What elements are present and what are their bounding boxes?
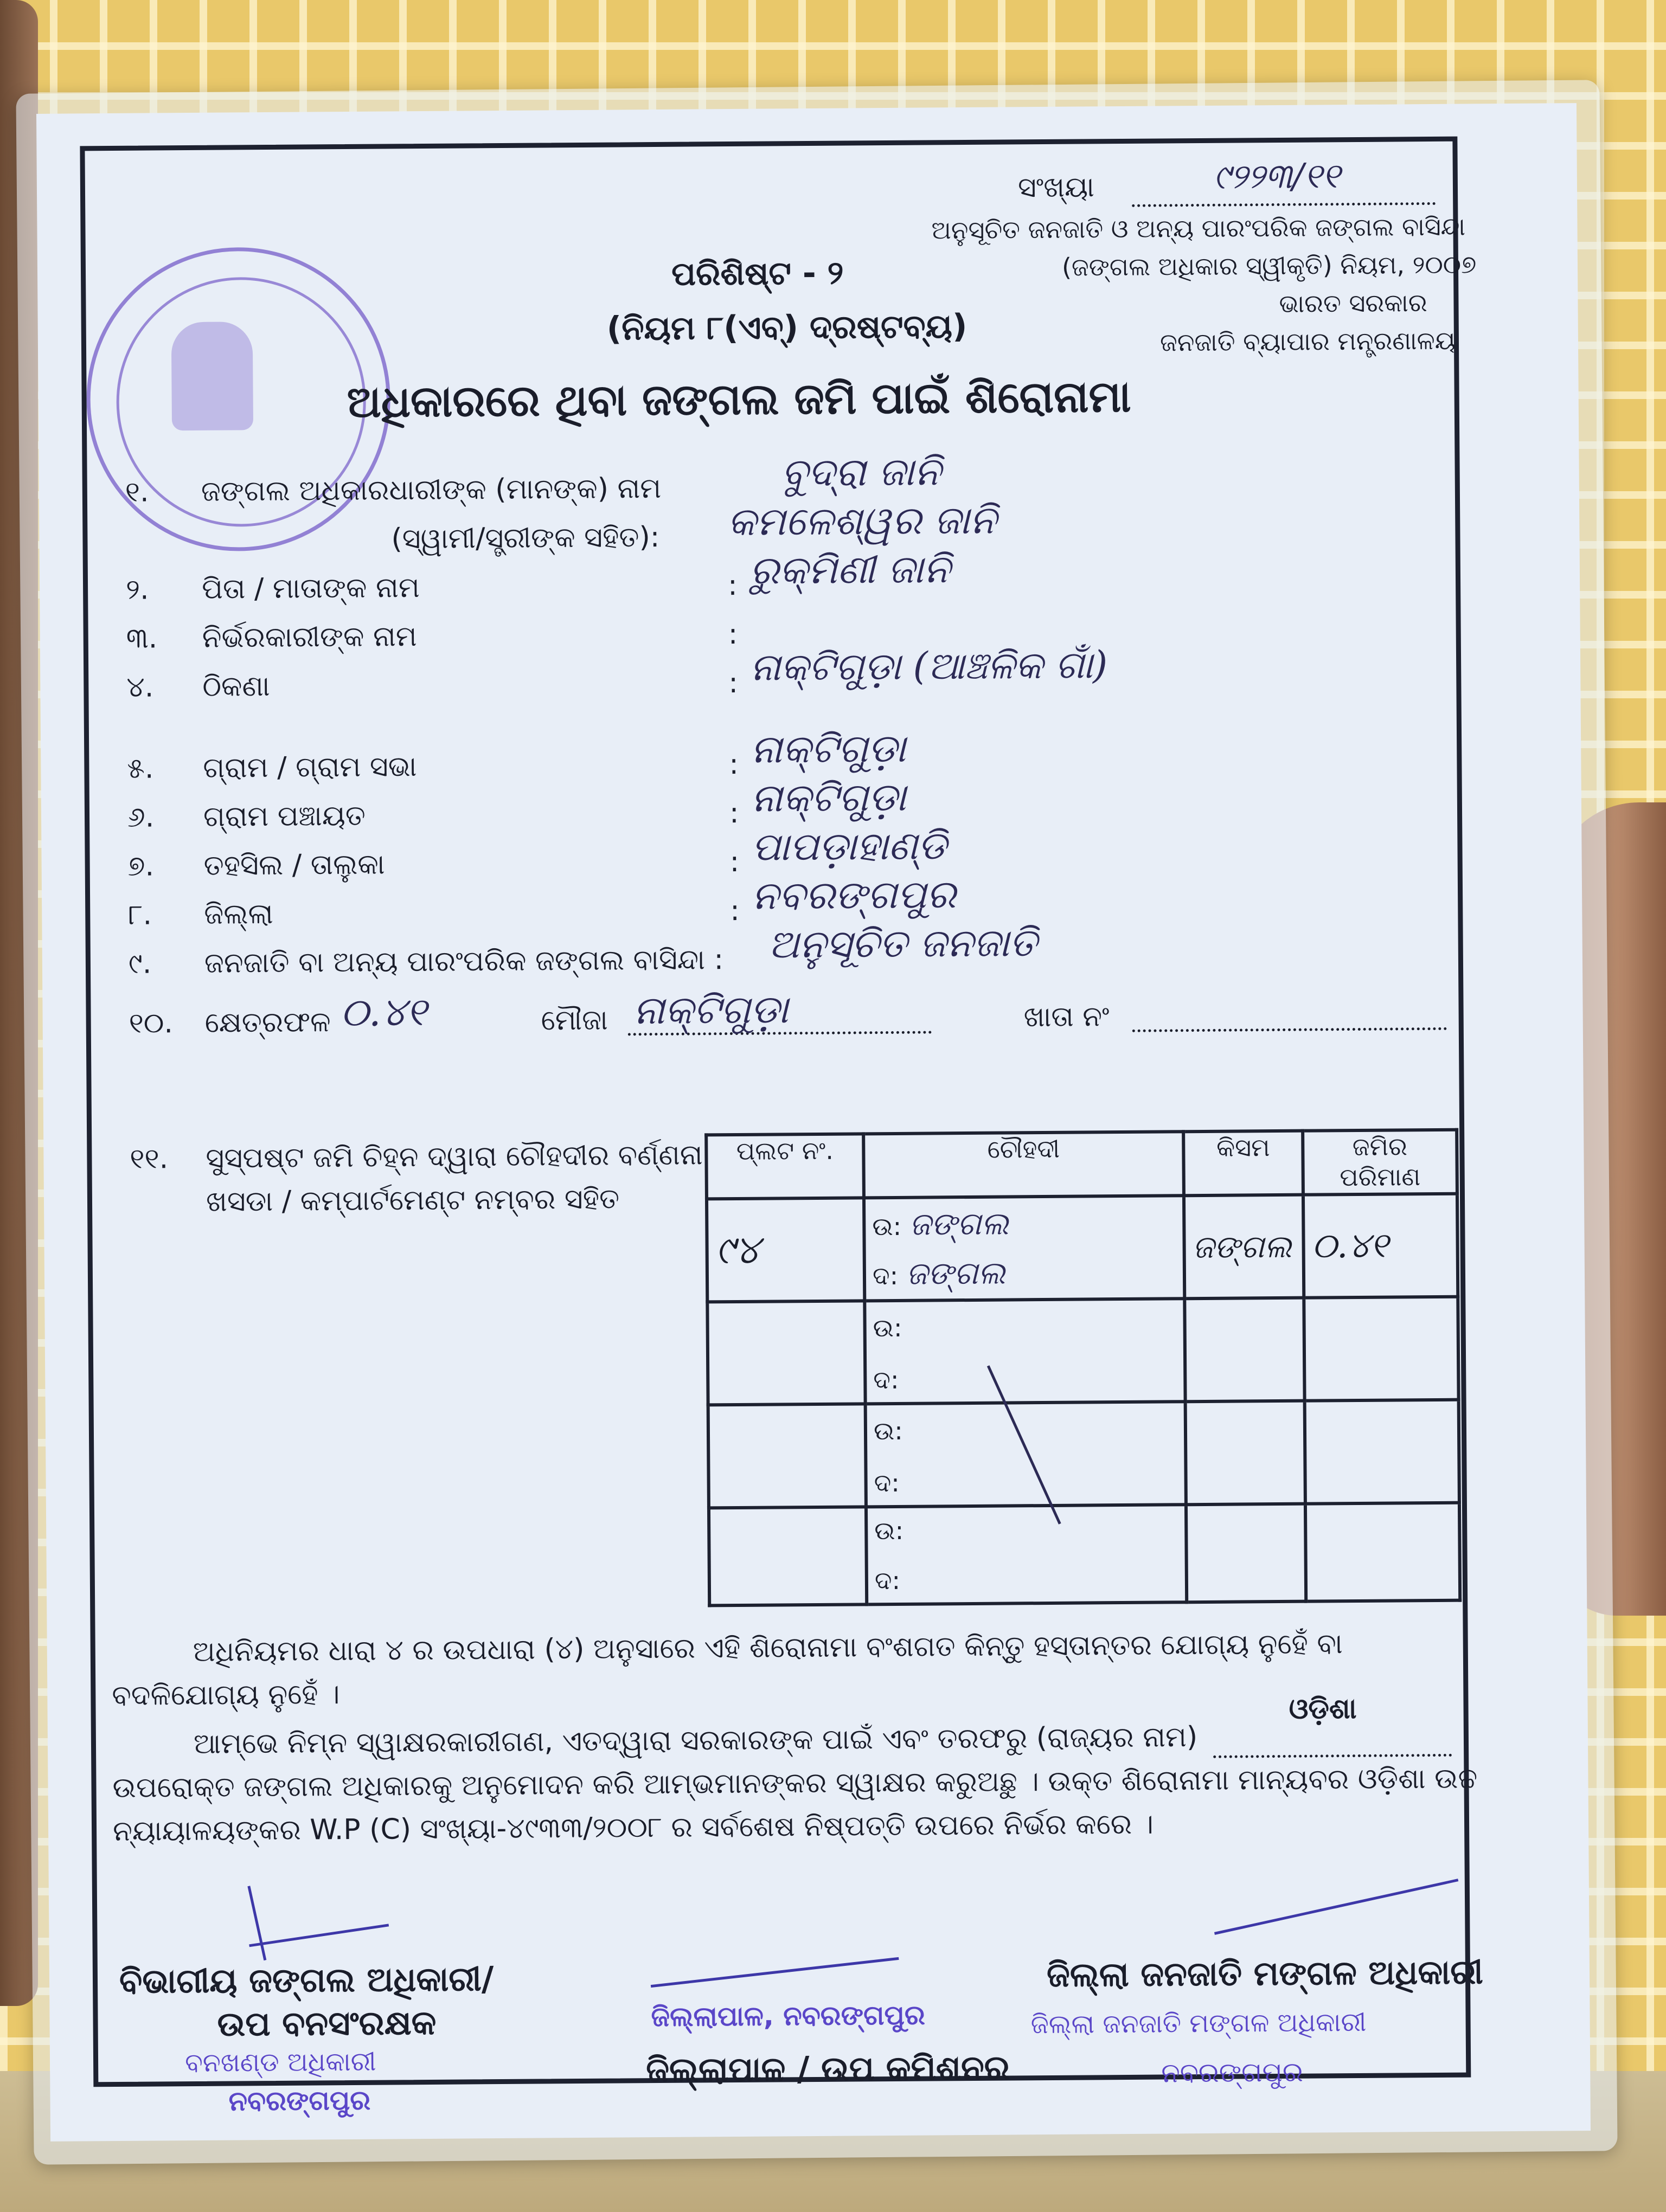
field-4-label: ଠିକଣା — [202, 670, 270, 703]
field-9-value: ଅନୁସୂଚିତ ଜନଜାତି — [768, 919, 1037, 967]
north-label: ଉ: — [872, 1211, 902, 1242]
amount-cell — [1305, 1400, 1459, 1504]
khata-label: ଖାତା ନଂ — [1023, 1000, 1110, 1034]
table-row — [708, 1400, 1459, 1508]
kisam-cell — [1186, 1504, 1306, 1603]
col-plot: ପ୍ଲଟ ନଂ. — [706, 1134, 864, 1199]
field-3-colon: : — [728, 618, 738, 651]
declaration-line-4: ଉପରୋକ୍ତ ଜଙ୍ଗଲ ଅଧିକାରକୁ ଅନୁମୋଦନ କରି ଆମ୍ଭମାନଙ୍କର ସ୍ୱାକ୍ଷର କରୁଅଛୁ । ଉକ୍ତ ଶିରୋନାମା ମାନ୍ୟବର ଓଡ଼ିଶା ଉଚ୍ଚ — [112, 1762, 1478, 1805]
field-1b-value: କମଳେଶ୍ୱର ଜାନି — [727, 497, 997, 545]
signature-center — [651, 1957, 899, 1988]
signature-left-stroke — [247, 1886, 266, 1960]
north-value: ଜଙ୍ଗଲ — [909, 1205, 1009, 1243]
field-1-value: ବୁଦ୍ରା ଜାନି — [781, 448, 941, 496]
field-8-colon: : — [730, 894, 740, 928]
field-6-num: ୬. — [127, 801, 155, 834]
khata-line — [1132, 1004, 1447, 1032]
boundary-label-1: ସୁସ୍ପଷ୍ଟ ଜମି ଚିହ୍ନ ଦ୍ୱାରା ଚୌହଦୀର ବର୍ଣ୍ଣନା — [206, 1139, 703, 1175]
left-stamp-2: ନବରଙ୍ଗପୁର — [228, 2084, 371, 2117]
title-document — [36, 103, 1591, 2142]
south-label: ଦ: — [873, 1365, 899, 1395]
field-2-colon: : — [727, 569, 738, 602]
field-1-num: ୧. — [125, 475, 149, 509]
left-signatory-2: ଉପ ବନସଂରକ୍ଷକ — [217, 2002, 437, 2044]
field-3-label: ନିର୍ଭରକାରୀଙ୍କ ନାମ — [202, 620, 417, 654]
south-label: ଦ: — [874, 1468, 900, 1498]
plot-cell — [709, 1507, 867, 1605]
signature-right — [1214, 1879, 1458, 1935]
plot-cell — [707, 1301, 865, 1405]
field-7-label: ତହସିଲ / ତାଲୁକା — [203, 848, 385, 882]
right-stamp-2: ନବରଙ୍ଗପୁର — [1161, 2056, 1304, 2089]
declaration-line-3: ଆମ୍ଭେ ନିମ୍ନ ସ୍ୱାକ୍ଷରକାରୀଗଣ, ଏତଦ୍ୱାରା ସରକାରଙ୍କ ପାଇଁ ଏବଂ ତରଫରୁ (ରାଜ୍ୟର ନାମ) — [193, 1721, 1198, 1761]
south-value: ଜଙ୍ଗଲ — [906, 1254, 1006, 1292]
right-signatory: ଜିଲ୍ଲା ଜନଜାତି ମଙ୍ଗଳ ଅଧିକାରୀ — [1046, 1952, 1484, 1995]
boundary-table — [704, 1128, 1462, 1607]
field-8-value: ନବରଙ୍ଗପୁର — [751, 871, 957, 918]
field-4-colon: : — [728, 666, 739, 700]
south-label: ଦ: — [872, 1261, 899, 1291]
field-5-num: ୫. — [127, 752, 154, 785]
center-stamp: ଜିଲ୍ଲାପାଳ, ନବରଙ୍ଗପୁର — [651, 1999, 926, 2033]
boundary-cell — [866, 1504, 1187, 1604]
field-2-num: ୨. — [125, 573, 149, 606]
mouza-value: ନାକ୍‌ଟିଗୁଡ଼ା — [633, 986, 789, 1033]
state-value: ଓଡ଼ିଶା — [1289, 1693, 1357, 1726]
field-3-num: ୩. — [126, 622, 158, 655]
field-9-num: ୯. — [128, 947, 152, 980]
table-row — [709, 1503, 1460, 1606]
ministry-label: ଜନଜାତି ବ୍ୟାପାର ମନ୍ତ୍ରଣାଳୟ — [1159, 325, 1456, 357]
left-signatory-1: ବିଭାଗୀୟ ଜଙ୍ଗଲ ଅଧିକାରୀ/ — [119, 1959, 494, 2001]
field-2-value: ରୁକ୍ମିଣୀ ଜାନି — [749, 546, 951, 593]
amount-cell — [1304, 1297, 1458, 1401]
kisam-cell — [1186, 1401, 1305, 1505]
mouza-label: ମୌଜା — [541, 1004, 608, 1037]
field-5-label: ଗ୍ରାମ / ଗ୍ରାମ ସଭା — [203, 750, 417, 785]
kisam-cell — [1184, 1298, 1304, 1402]
field-10-num: ୧୦. — [129, 1007, 174, 1040]
area-value: ୦.୪୧ — [340, 988, 427, 1036]
serial-value: ୯୨୨୩/୧୧ — [1213, 156, 1341, 197]
declaration-line-2: ବଦଳିଯୋଗ୍ୟ ନୁହେଁ । — [112, 1678, 340, 1713]
boundary-cell — [866, 1401, 1186, 1507]
field-7-value: ପାପଡ଼ାହାଣ୍ଡି — [751, 822, 947, 870]
annex-label: ପରିଶିଷ୍ଟ - ୨ — [671, 254, 844, 293]
boundary-label-2: ଖସଡା / କମ୍ପାର୍ଟମେଣ୍ଟ ନମ୍ବର ସହିତ — [206, 1182, 620, 1218]
north-label: ଉ: — [874, 1515, 904, 1546]
kisam-cell: ଜଙ୍ଗଲ — [1184, 1195, 1304, 1299]
field-6-label: ଗ୍ରାମ ପଞ୍ଚାୟତ — [203, 799, 366, 833]
col-amount: ଜମିର ପରିମାଣ — [1303, 1130, 1457, 1195]
left-stamp-1: ବନଖଣ୍ଡ ଅଧିକାରୀ — [184, 2046, 376, 2079]
amount-cell — [1305, 1503, 1460, 1602]
field-1b-label: (ସ୍ୱାମୀ/ସ୍ତ୍ରୀଙ୍କ ସହିତ): — [391, 520, 660, 556]
state-line — [1213, 1730, 1452, 1758]
govt-label: ଭାରତ ସରକାର — [1279, 288, 1427, 318]
document-border — [80, 137, 1484, 2117]
south-label: ଦ: — [874, 1565, 901, 1596]
field-6-value: ନାକ୍‌ଟିଗୁଡ଼ା — [751, 774, 907, 821]
field-11-num: ୧୧. — [130, 1142, 169, 1175]
table-row — [707, 1194, 1458, 1302]
amount-cell: ୦.୪୧ — [1303, 1194, 1458, 1298]
boundary-cell — [864, 1195, 1184, 1301]
field-8-label: ଜିଲ୍ଲା — [204, 897, 273, 931]
page-title: ଅଧିକାରରେ ଥିବା ଜଙ୍ଗଲ ଜମି ପାଇଁ ଶିରୋନାମା — [347, 371, 1131, 427]
plot-cell: ୯୪ — [707, 1198, 864, 1302]
emblem-icon — [171, 321, 253, 430]
boundary-cell — [864, 1298, 1185, 1404]
center-signatory: ଜିଲ୍ଲାପାଳ / ଉପ କମିଶନର — [645, 2047, 1010, 2090]
signature-left — [249, 1924, 389, 1947]
field-7-colon: : — [729, 845, 740, 879]
declaration-line-1: ଅଧିନିୟମର ଧାରା ୪ ର ଉପଧାରା (୪) ଅନୁସାରେ ଏହି ଶିରୋନାମା ବଂଶଗତ କିନ୍ତୁ ହସ୍ତାନ୍ତର ଯୋଗ୍ୟ ନୁହେଁ ବା — [193, 1628, 1343, 1669]
rule-label: (ନିୟମ ୮(ଏବ୍) ଦ୍ରଷ୍ଟବ୍ୟ) — [606, 307, 967, 348]
col-boundary: ଚୌହଦୀ — [863, 1131, 1184, 1198]
north-label: ଉ: — [873, 1416, 903, 1446]
col-kisam: କିସମ — [1183, 1131, 1303, 1196]
field-5-colon: : — [729, 748, 739, 781]
field-7-num: ୭. — [127, 850, 155, 883]
declaration-line-5: ନ୍ୟାୟାଳୟଙ୍କର W.P (C) ସଂଖ୍ୟା-୪୯୩୩/୨୦୦୮ ର ସର୍ବଶେଷ ନିଷ୍ପତ୍ତି ଉପରେ ନିର୍ଭର କରେ । — [112, 1808, 1154, 1848]
field-4-num: ୪. — [126, 671, 154, 704]
area-label: କ୍ଷେତ୍ରଫଳ — [204, 1006, 331, 1039]
field-9-label: ଜନଜାତି ବା ଅନ୍ୟ ପାରଂପରିକ ଜଙ୍ଗଲ ବାସିନ୍ଦା : — [204, 943, 724, 980]
field-4-value: ନାକ୍‌ଟିଗୁଡ଼ା (ଆଞ୍ଚଳିକ ଗାଁ) — [749, 642, 1108, 690]
act-line-2: (ଜଙ୍ଗଲ ଅଧିକାର ସ୍ୱୀକୃତି) ନିୟମ, ୨୦୦୭ — [1061, 249, 1477, 282]
field-8-num: ୮. — [128, 898, 152, 931]
field-5-value: ନାକ୍‌ଟିଗୁଡ଼ା — [750, 725, 906, 772]
field-6-colon: : — [729, 796, 739, 830]
right-stamp-1: ଜିଲ୍ଲା ଜନଜାତି ମଙ୍ଗଳ ଅଧିକାରୀ — [1030, 2007, 1367, 2040]
serial-label: ସଂଖ୍ୟା — [1017, 171, 1095, 204]
field-1-label: ଜଙ୍ଗଲ ଅଧିକାରଧାରୀଙ୍କ (ମାନଙ୍କ) ନାମ — [201, 472, 662, 508]
table-row — [707, 1297, 1458, 1405]
act-line-1: ଅନୁସୂଚିତ ଜନଜାତି ଓ ଅନ୍ୟ ପାରଂପରିକ ଜଙ୍ଗଲ ବାସିନ୍ଦା — [931, 211, 1466, 245]
north-label: ଉ: — [873, 1313, 902, 1343]
field-2-label: ପିତା / ମାତାଙ୍କ ନାମ — [201, 571, 420, 606]
table-header-row — [706, 1130, 1457, 1199]
plot-cell — [708, 1404, 866, 1508]
